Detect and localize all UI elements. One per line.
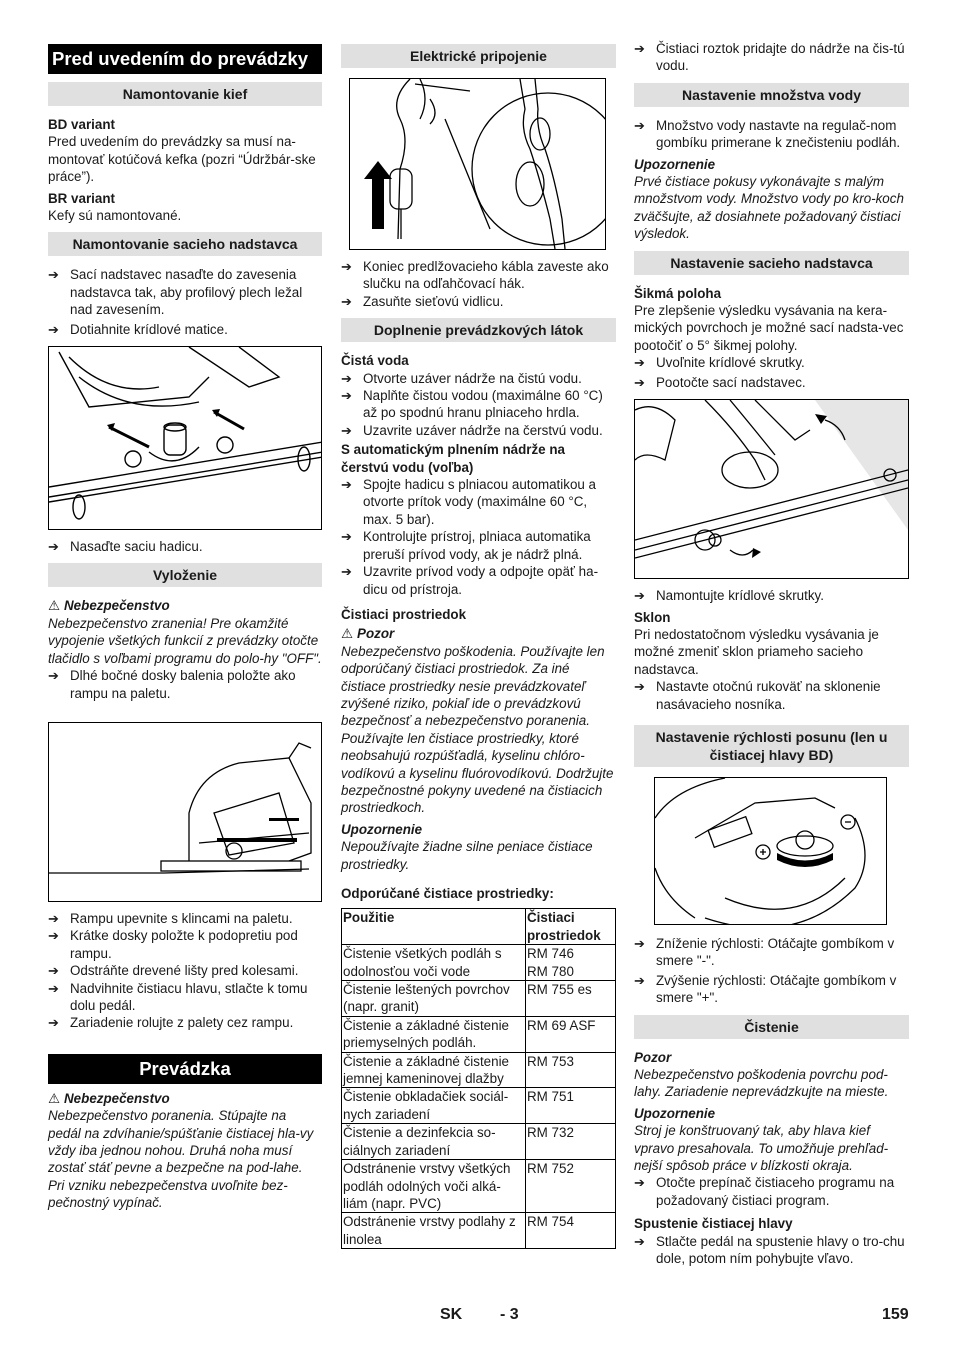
slant-position-label: Šikmá poloha (634, 285, 722, 301)
warning-triangle-icon: ⚠ (341, 626, 354, 642)
warning-label: Pozor (634, 1049, 672, 1065)
bullet-item: ➔ Čistiaci roztok pridajte do nádrže na čis-tú vodu. (634, 40, 909, 75)
clean-water-label: Čistá voda (341, 353, 409, 369)
table-row (342, 981, 616, 1017)
heading-electrical-connection: Elektrické pripojenie (341, 44, 616, 68)
table-header-cell: Použitie (342, 909, 526, 945)
note-label: Upozornenie (634, 1105, 716, 1121)
heading-travel-speed: Nastavenie rýchlosti posunu (len u čistiacej hlavy BD) (634, 725, 909, 767)
cleaning-agents-table (341, 908, 616, 1249)
table-row (342, 945, 616, 981)
machine-on-pallet-illustration (49, 723, 322, 901)
bullet-item: ➔ Namontujte krídlové skrutky. (634, 587, 909, 604)
agent-cell: RM 754 (526, 1213, 616, 1249)
note-text: Stroj je konštruovaný tak, aby hlava kief vpravo presahovala. To umožňuje prehľad-nejší spôsob práce v blízkosti okraja. (634, 1123, 889, 1173)
heading-water-quantity: Nastavenie množstva vody (634, 83, 909, 107)
bullet-item: ➔ Pootočte sací nadstavec. (634, 374, 909, 391)
note-text: Nepoužívajte žiadne silne peniace čistiace prostriedky. (341, 839, 593, 872)
warning-text: Nebezpečenstvo zranenia! Pre okamžité vypojenie všetkých funkcií z prevádzky otočte tlačidlo s voľbami programu do polo-hy "OFF". (48, 615, 322, 666)
table-row (342, 1213, 616, 1249)
warning-text: Nebezpečenstvo poranenia. Stúpajte na pedál na zdvíhanie/spúšťanie čistiacej hla-vy vždy iba jednou nohou. Druhá noha musí zostať stáť pevne a bezpečne na pod-lahe. (48, 1108, 314, 1176)
section-title-operation: Prevádzka (48, 1054, 322, 1084)
bullet-item: ➔ Nastavte otočnú rukoväť na sklonenie nasávacieho nosníka. (634, 678, 909, 713)
bullet-item: ➔ Uzavrite uzáver nádrže na čerstvú vodu. (341, 422, 616, 439)
agent-cell: RM 755 es (526, 981, 616, 1017)
agent-cell: RM 753 (526, 1052, 616, 1088)
agent-cell: RM 69 ASF (526, 1016, 616, 1052)
warning-text: Pri vzniku nebezpečenstva uvoľnite bez-pečnostný vypínač. (48, 1177, 288, 1211)
bullet-item: ➔ Zariadenie rolujte z palety cez rampu. (48, 1014, 322, 1031)
usage-cell: Čistenie obkladačiek sociál-nych zariadení (342, 1088, 526, 1124)
column-right (634, 40, 909, 1267)
start-cleaning-head-label: Spustenie čistiacej hlavy (634, 1216, 793, 1232)
recommended-agents-label: Odporúčané čistiace prostriedky: (341, 886, 554, 901)
tilt-text: Pri nedostatočnom výsledku vysávania je možné zmeniť sklon priameho sacieho nadstavca. (634, 626, 879, 677)
note-label: Upozornenie (341, 821, 423, 837)
usage-cell: Čistenie a základné čistenie jemnej kameninovej dlažby (342, 1052, 526, 1088)
warning-label (48, 1090, 322, 1107)
bullet-item: ➔ Dlhé bočné dosky balenia položte ako rampu na paletu. (48, 667, 322, 702)
heading-brush-mounting: Namontovanie kief (48, 82, 322, 106)
table-row (342, 1124, 616, 1160)
bullet-item: ➔ Koniec predlžovacieho kábla zaveste ako slučku na odľahčovací hák. (341, 258, 616, 293)
heading-cleaning: Čistenie (634, 1015, 909, 1039)
heading-squeegee-mounting: Namontovanie sacieho nadstavca (48, 232, 322, 256)
heading-unloading: Vyloženie (48, 563, 322, 587)
bullet-item: ➔ Nasaďte saciu hadicu. (48, 538, 322, 555)
travel-speed-figure (654, 777, 887, 925)
bullet-item: ➔ Sací nadstavec nasaďte do zavesenia nadstavca tak, aby profilový plech ležal nad zavesením. (48, 266, 322, 318)
bullet-item: ➔ Zníženie rýchlosti: Otáčajte gombíkom v smere "-". (634, 935, 909, 970)
warning-label-text: Nebezpečenstvo (64, 598, 170, 614)
page-footer (0, 1306, 954, 1330)
usage-cell: Odstránenie vrstvy podlahy z linolea (342, 1213, 526, 1249)
usage-cell: Čistenie všetkých podláh s odolnosťou voči vode (342, 945, 526, 981)
bullet-item: ➔ Otočte prepínač čistiaceho programu na požadovaný čistiaci program. (634, 1174, 909, 1209)
squeegee-illustration (49, 347, 322, 529)
bullet-item: ➔ Kontrolujte prístroj, plniaca automatika preruší prívod vody, ak je nádrž plná. (341, 528, 616, 563)
bullet-item: ➔ Krátke dosky položte k podopretiu pod rampu. (48, 927, 322, 962)
bullet-item: ➔ Množstvo vody nastavte na regulač-nom gombíku primerane k znečisteniu podláh. (634, 117, 909, 152)
warning-text: Nebezpečenstvo poškodenia povrchu pod-lahy. Zariadenie neprevádzkujte na mieste. (634, 1066, 889, 1100)
unloading-ramp-figure (48, 722, 322, 902)
bullet-item: ➔ Stlačte pedál na spustenie hlavy o tro-chu dole, potom ním pohybujte vľavo. (634, 1233, 909, 1268)
br-variant-text: Kefy sú namontované. (48, 208, 182, 224)
page-number: 159 (882, 1306, 909, 1323)
table-row (342, 1088, 616, 1124)
squeegee-angle-figure (634, 399, 909, 579)
section-page: - 3 (500, 1306, 519, 1323)
table-header-row (342, 909, 616, 945)
section-title-commissioning: Pred uvedením do prevádzky (48, 44, 322, 74)
warning-triangle-icon: ⚠ (48, 1090, 61, 1106)
usage-cell: Čistenie a základné čistenie priemyselných podláh. (342, 1016, 526, 1052)
column-middle (341, 44, 616, 1249)
bullet-item: ➔ Uvoľnite krídlové skrutky. (634, 354, 909, 371)
usage-cell: Čistenie a dezinfekcia so-ciálnych zariadení (342, 1124, 526, 1160)
column-left (48, 44, 322, 1212)
agent-cell: RM 752 (526, 1160, 616, 1213)
bullet-item: ➔ Zasuňte sieťovú vidlicu. (341, 293, 616, 310)
bd-variant-label: BD variant (48, 117, 115, 132)
warning-triangle-icon: ⚠ (48, 598, 61, 614)
table-row (342, 1052, 616, 1088)
bullet-item: ➔ Odstráňte drevené lišty pred kolesami. (48, 962, 322, 979)
bullet-item: ➔ Nadvihnite čistiacu hlavu, stlačte k tomu dolu pedál. (48, 980, 322, 1015)
table-row (342, 1160, 616, 1213)
warning-label-text: Nebezpečenstvo (64, 1090, 170, 1106)
usage-cell: Čistenie leštených povrchov (napr. granit) (342, 981, 526, 1017)
cleaning-agent-label: Čistiaci prostriedok (341, 606, 467, 622)
warning-text: Nebezpečenstvo poškodenia. Používajte len odporúčaný čistiaci prostriedok. Za iné čistiace prostriedky nesie prevádzkovateľ zvýšené riziko, pokiaľ ide o prevádzkovú bezpečnosť a nebezpečenstvo poranenia. Používajte len čistiace prostriedky, ktoré neobsahujú rozpúšťadlá, kyselinu chlóro-vodíkovú a kyselinu fluórovodíkovú. Dodržujte bezpečnostné pokyny uvedené na čistiacich prostriedkoch. (341, 643, 614, 816)
br-variant-label: BR variant (48, 190, 115, 206)
heading-fill-operating-fluids: Doplnenie prevádzkových látok (341, 318, 616, 342)
table-row (342, 1016, 616, 1052)
cable-hook-illustration (350, 79, 606, 249)
bullet-item: ➔ Otvorte uzáver nádrže na čistú vodu. (341, 370, 616, 387)
squeegee-angle-illustration (635, 400, 908, 578)
warning-label (48, 597, 322, 614)
agent-cell: RM 732 (526, 1124, 616, 1160)
usage-cell: Odstránenie vrstvy všetkých podláh odolných voči alká-liám (napr. PVC) (342, 1160, 526, 1213)
bullet-item: ➔ Naplňte čistou vodou (maximálne 60 °C) až po spodnú hranu plniaceho hrdla. (341, 387, 616, 422)
warning-label-text: Pozor (357, 626, 395, 642)
tilt-label: Sklon (634, 609, 671, 625)
auto-fill-label: S automatickým plnením nádrže na čerstvú vodu (voľba) (341, 442, 565, 475)
squeegee-mounting-figure (48, 346, 322, 530)
bullet-item: ➔ Uzavrite prívod vody a odpojte opäť ha-dicu od prístroja. (341, 563, 616, 598)
heading-squeegee-adjustment: Nastavenie sacieho nadstavca (634, 251, 909, 275)
table-header-cell: Čistiaci prostriedok (526, 909, 616, 945)
note-label: Upozornenie (634, 156, 716, 172)
warning-label (341, 625, 616, 642)
bullet-item: ➔ Spojte hadicu s plniacou automatikou a otvorte prítok vody (maximálne 60 °C, max. 5 bar). (341, 476, 616, 528)
language-code: SK (440, 1306, 463, 1323)
bullet-item: ➔ Dotiahnite krídlové matice. (48, 321, 322, 338)
agent-cell: RM 746 RM 780 (526, 945, 616, 981)
bullet-item: ➔ Zvýšenie rýchlosti: Otáčajte gombíkom v smere "+". (634, 972, 909, 1007)
note-text: Prvé čistiace pokusy vykonávajte s malým množstvom vody. Množstvo vody po kro-koch zväčšujte, až dosiahnete požadovaný čistiaci výsledok. (634, 174, 904, 242)
electrical-connection-figure (349, 78, 606, 250)
table-body (342, 945, 616, 1249)
bullet-item: ➔ Rampu upevnite s klincami na paletu. (48, 910, 322, 927)
slant-position-text: Pre zlepšenie výsledku vysávania na kera-mických povrchoch je možné sací nadsta-vec pootočiť o 5° šikmej polohy. (634, 303, 904, 353)
speed-knob-illustration (655, 778, 886, 924)
agent-cell: RM 751 (526, 1088, 616, 1124)
bd-variant-text: Pred uvedením do prevádzky sa musí na-montovať kotúčová kefka (pozri “Údržbár-ske práce”). (48, 134, 316, 185)
